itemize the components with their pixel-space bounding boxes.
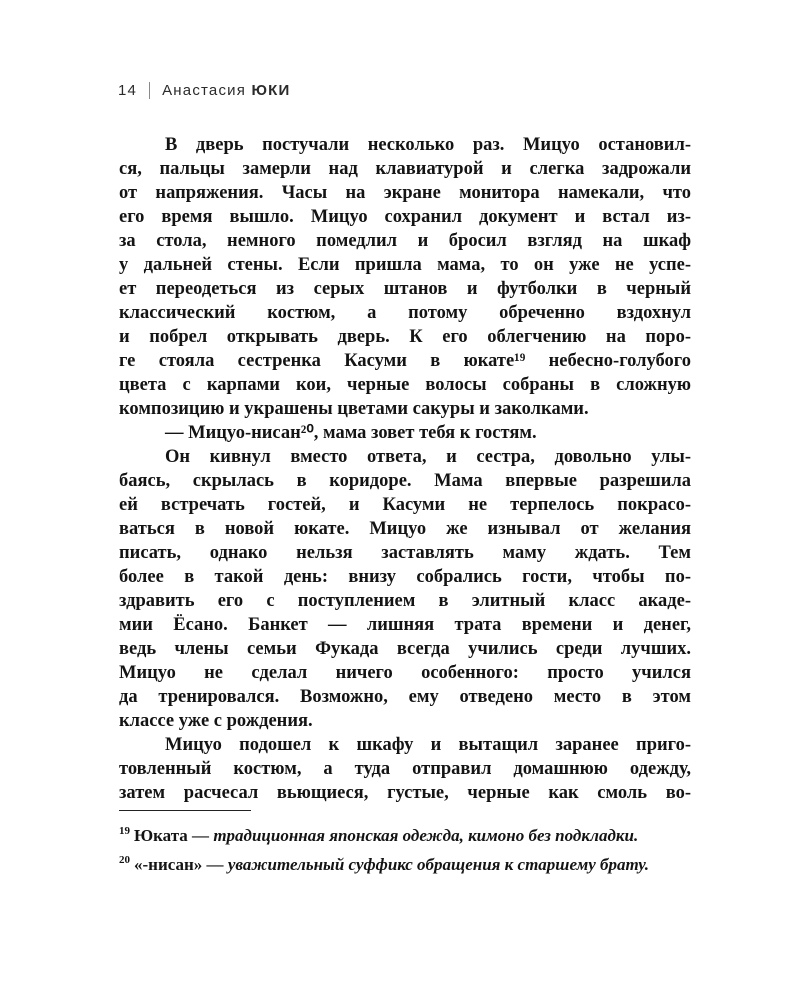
text-line: Мицуо подошел к шкафу и вытащил заранее приго- (165, 735, 691, 755)
text-line: и побрел открывать дверь. К его облегчению на поро- (119, 327, 691, 347)
text-line: товленный костюм, а туда отправил домашнюю одежду, (119, 759, 691, 779)
footnotes-section (119, 810, 691, 883)
footnote-separator (119, 810, 251, 811)
text-line: композицию и украшены цветами сакуры и заколками. (119, 399, 589, 419)
text-line: Мицуо не сделал ничего особенного: просто учился (119, 663, 691, 683)
body-text (119, 133, 691, 805)
text-line: баясь, скрылась в коридоре. Мама впервые разрешила (119, 471, 691, 491)
text-line: ет переодеться из серых штанов и футболки в черный (119, 279, 691, 299)
footnote (119, 825, 691, 847)
running-head (118, 82, 290, 99)
text-line: — Мицуо-нисан²⁰, мама зовет тебя к гостям. (165, 423, 537, 443)
text-line: ведь члены семьи Фукада всегда учились среди лучших. (119, 639, 691, 659)
text-line: ей встречать гостей, и Касуми не терпелось покрасо- (119, 495, 691, 515)
text-line: ся, пальцы замерли над клавиатурой и слегка задрожали (119, 159, 691, 179)
page-number: 14 (118, 82, 138, 99)
text-line: цвета с карпами кои, черные волосы собраны в сложную (119, 375, 691, 395)
footnote-term: Юката (134, 826, 193, 845)
text-line: писать, однако нельзя заставлять маму ждать. Тем (119, 543, 691, 563)
text-line: В дверь постучали несколько раз. Мицуо остановил- (165, 135, 691, 155)
footnote-term: «-нисан» (134, 855, 207, 874)
text-line: за стола, немного помедлил и бросил взгляд на шкаф (119, 231, 691, 251)
text-line: от напряжения. Часы на экране монитора намекали, что (119, 183, 691, 203)
text-line: мии Ёсано. Банкет — лишняя трата времени и денег, (119, 615, 691, 635)
footnote-marker: 20 (119, 854, 130, 867)
footnote-text: — уважительный суффикс обращения к старшему брату. (206, 855, 650, 874)
text-line: его время вышло. Мицуо сохранил документ и встал из- (119, 207, 691, 227)
text-line: классе уже с рождения. (119, 711, 313, 731)
header-divider (149, 82, 150, 99)
text-line: затем расчесал вьющиеся, густые, черные как смоль во- (119, 783, 691, 803)
author-name (162, 82, 290, 99)
text-line: у дальней стены. Если пришла мама, то он уже не успе- (119, 255, 691, 275)
author-first-name: Анастасия (162, 82, 247, 99)
text-line: ге стояла сестренка Касуми в юкате¹⁹ небесно-голубого (119, 351, 691, 371)
text-line: ваться в новой юкате. Мицуо же изнывал от желания (119, 519, 691, 539)
text-line: более в такой день: внизу собрались гости, чтобы по- (119, 567, 691, 587)
author-last-name: ЮКИ (251, 82, 291, 99)
footnote-list (119, 825, 691, 876)
footnote-marker: 19 (119, 825, 130, 838)
text-line: классический костюм, а потому обреченно вздохнул (119, 303, 691, 323)
text-line: здравить его с поступлением в элитный класс акаде- (119, 591, 691, 611)
footnote (119, 854, 691, 876)
text-line: Он кивнул вместо ответа, и сестра, довольно улы- (165, 447, 691, 467)
text-line: да тренировался. Возможно, ему отведено место в этом (119, 687, 691, 707)
footnote-text: — традиционная японская одежда, кимоно без подкладки. (192, 826, 639, 845)
